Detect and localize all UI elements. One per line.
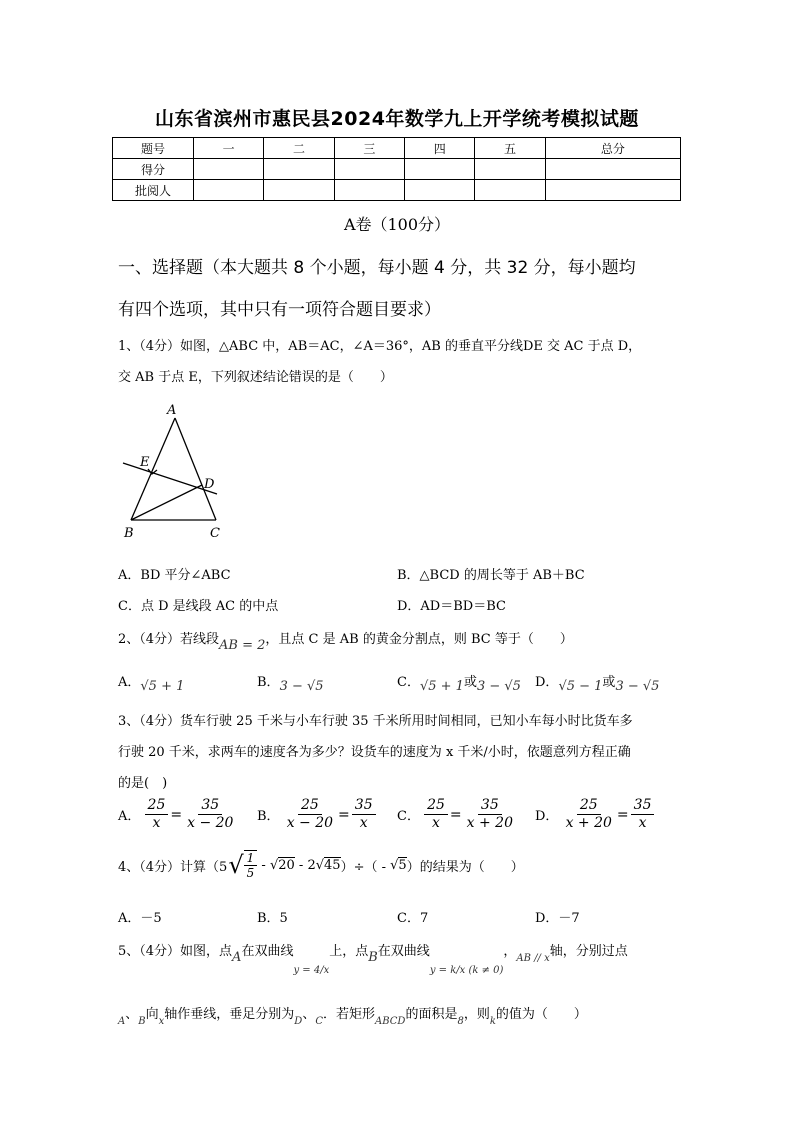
fraction	[184, 797, 236, 832]
q2-option-d-or: 或	[602, 675, 616, 690]
option-label: B．	[257, 675, 280, 690]
q4-option-a[interactable]: A．－5	[118, 911, 162, 926]
q5-text: 的值为（ ）	[495, 1007, 587, 1022]
q5-text: 的面积是	[405, 1007, 458, 1022]
q5-point-a: A	[118, 1016, 126, 1027]
table-cell: 一	[194, 138, 264, 159]
numerator: 25	[145, 797, 169, 815]
score-cell	[264, 159, 334, 180]
score-table-header-row	[113, 138, 681, 159]
score-cell	[405, 180, 475, 201]
q5-text: 向	[145, 1007, 159, 1022]
q5-rectangle: ABCD	[375, 1016, 406, 1027]
q4-minus1: -	[257, 857, 270, 873]
option-label: D．	[535, 809, 559, 824]
option-label: B．	[257, 809, 280, 824]
q2-prefix: 2、（4分）若线段	[118, 632, 220, 647]
sqrt-20	[270, 858, 295, 873]
q5-k: k	[489, 1016, 496, 1027]
q5-text: 上，点	[329, 944, 369, 959]
denominator: x + 20	[466, 815, 513, 831]
equals-sign: =	[616, 806, 629, 823]
q5-area: 8	[457, 1016, 464, 1027]
radicand: 45	[324, 857, 341, 873]
numerator: 35	[631, 797, 655, 815]
numerator: 25	[298, 797, 322, 815]
table-cell: 二	[264, 138, 334, 159]
numerator: 1	[244, 851, 258, 866]
q3-option-b[interactable]	[257, 797, 376, 832]
fraction	[424, 797, 448, 832]
equals-sign: =	[449, 806, 462, 823]
q2-option-b[interactable]	[257, 671, 324, 694]
q5-line2	[118, 1003, 587, 1027]
table-cell: 四	[405, 138, 475, 159]
denominator: x + 20	[565, 815, 612, 831]
radical-sign: √	[390, 857, 399, 873]
table-row	[113, 180, 681, 201]
score-table	[112, 137, 681, 201]
q2-expr: AB = 2	[219, 638, 266, 653]
q5-text: ，	[503, 944, 517, 959]
q4-minus2: - 2	[294, 857, 316, 873]
fraction	[352, 797, 376, 832]
q4-option-b[interactable]: B．5	[257, 911, 288, 926]
q2-option-a[interactable]	[118, 671, 185, 694]
q4-suffix: ）的结果为（ ）	[406, 859, 524, 875]
q5-text: 、	[302, 1007, 316, 1022]
fraction	[563, 797, 615, 832]
radical-sign: √	[269, 857, 279, 873]
score-cell	[545, 159, 680, 180]
q1-triangle-figure	[115, 398, 230, 548]
q5-point-c: C	[315, 1016, 323, 1027]
q5-point-d: D	[294, 1016, 303, 1027]
q5-parallel: AB // x	[516, 953, 550, 964]
q1-option-d[interactable]: D．AD＝BD＝BC	[397, 599, 506, 614]
denominator: x − 20	[187, 815, 234, 831]
q2-stem	[118, 628, 573, 653]
equals-sign: =	[338, 806, 350, 823]
fraction	[631, 797, 655, 832]
page-title: 山东省滨州市惠民县2024年数学九上开学统考模拟试题	[155, 108, 639, 130]
q2-option-a-expr: √5 + 1	[140, 679, 185, 694]
q2-option-c[interactable]	[397, 671, 521, 694]
score-cell	[475, 159, 545, 180]
section-heading-line1: 一、选择题（本大题共 8 个小题，每小题 4 分，共 32 分，每小题均	[118, 258, 636, 278]
q5-text: 轴，分别过点	[549, 944, 628, 959]
label-b: B	[124, 526, 134, 541]
option-label: A．	[118, 809, 141, 824]
radical-sign: √	[228, 851, 244, 879]
radicand: 5	[398, 857, 407, 873]
table-cell: 总分	[545, 138, 680, 159]
score-cell	[264, 180, 334, 201]
q5-axis-x: x	[158, 1016, 165, 1027]
sqrt-45	[316, 858, 341, 873]
table-row	[113, 159, 681, 180]
table-cell: 题号	[113, 138, 194, 159]
q1-line1: 1、（4分）如图，△ABC 中，AB＝AC，∠A＝36°，AB 的垂直平分线DE 交 AC 于点 D，	[118, 339, 642, 354]
option-label: D．	[535, 675, 559, 690]
q2-option-c-expr2: 3 − √5	[476, 679, 521, 694]
perpendicular-bisector-de	[123, 463, 217, 494]
q5-point-b: B	[138, 1016, 146, 1027]
q3-line2: 行驶 20 千米，求两车的速度各为多少？设货车的速度为 x 千米/小时，依题意列方程正确	[118, 745, 631, 760]
q2-option-b-expr: 3 − √5	[279, 679, 324, 694]
radical-sign: √	[315, 857, 325, 873]
section-heading-line2: 有四个选项，其中只有一项符合题目要求）	[118, 300, 441, 320]
q5-text: 轴作垂线，垂足分别为	[164, 1007, 295, 1022]
q1-option-b[interactable]: B．△BCD 的周长等于 AB＋BC	[397, 568, 585, 583]
sqrt-one-fifth	[228, 850, 257, 880]
q5-text: 、	[125, 1007, 139, 1022]
q3-line1: 3、（4分）货车行驶 25 千米与小车行驶 35 千米所用时间相同，已知小车每小时比货车多	[118, 714, 633, 729]
q4-option-c[interactable]: C．7	[397, 911, 429, 926]
denominator: x	[638, 815, 647, 831]
q1-line2: 交 AB 于点 E，下列叙述结论错误的是（ ）	[118, 370, 393, 385]
q3-option-a[interactable]	[118, 797, 236, 832]
score-cell	[334, 180, 404, 201]
segment-ac	[175, 418, 216, 520]
q5-point-a: A	[232, 950, 242, 965]
denominator: x	[152, 815, 161, 831]
q2-option-c-or: 或	[463, 675, 477, 690]
q2-option-d-expr2: 3 − √5	[615, 679, 660, 694]
q5-text: ．若矩形	[322, 1007, 375, 1022]
score-cell	[545, 180, 680, 201]
numerator: 25	[577, 797, 601, 815]
table-cell: 五	[475, 138, 545, 159]
denominator: x − 20	[286, 815, 334, 831]
equals-sign: =	[170, 806, 183, 823]
q4-prefix: 4、（4分）计算（5	[118, 859, 228, 875]
label-c: C	[210, 526, 220, 541]
segment-bd	[131, 485, 202, 520]
q3-line3: 的是( )	[118, 776, 168, 791]
denominator: x	[359, 815, 368, 831]
fraction	[464, 797, 516, 832]
q5-curve-1: y = 4/x	[293, 965, 330, 976]
q3-option-d[interactable]	[535, 797, 654, 832]
numerator: 35	[198, 797, 222, 815]
numerator: 35	[478, 797, 502, 815]
q4-stem	[118, 850, 524, 880]
q4-option-d[interactable]: D．－7	[535, 911, 580, 926]
q5-text: 在双曲线	[241, 944, 294, 959]
table-cell: 批阅人	[113, 180, 194, 201]
radicand: 20	[278, 857, 295, 873]
q5-point-b: B	[368, 950, 378, 965]
q2-suffix: ，且点 C 是 AB 的黄金分割点，则 BC 等于（ ）	[265, 632, 573, 647]
label-e: E	[140, 455, 150, 470]
section-juan: A卷（100分）	[343, 215, 451, 234]
numerator: 35	[352, 797, 376, 815]
fraction	[284, 797, 336, 832]
score-cell	[405, 159, 475, 180]
score-cell	[194, 159, 264, 180]
denominator: x	[432, 815, 440, 831]
label-d: D	[204, 477, 215, 492]
table-cell: 得分	[113, 159, 194, 180]
table-cell: 三	[334, 138, 404, 159]
q5-text: 在双曲线	[377, 944, 430, 959]
numerator: 25	[424, 797, 448, 815]
q3-option-c[interactable]	[397, 797, 516, 832]
option-label: C．	[397, 675, 420, 690]
q2-option-d[interactable]	[535, 671, 660, 694]
fraction	[145, 797, 169, 832]
q1-option-a[interactable]: A．BD 平分∠ABC	[118, 568, 231, 583]
sqrt-5	[390, 858, 407, 873]
option-label: C．	[397, 809, 420, 824]
q5-text: 5、（4分）如图，点	[118, 944, 233, 959]
option-label: A．	[118, 675, 141, 690]
segment-ab	[131, 418, 175, 520]
score-cell	[194, 180, 264, 201]
q2-option-c-expr1: √5 + 1	[419, 679, 464, 694]
q2-option-d-expr1: √5 − 1	[558, 679, 603, 694]
q5-text: ，则	[463, 1007, 490, 1022]
q4-mid: ）÷（ -	[340, 859, 391, 875]
q5-curve-2: y = k/x (k ≠ 0)	[429, 965, 504, 976]
q1-option-c[interactable]: C．点 D 是线段 AC 的中点	[118, 599, 279, 614]
score-cell	[334, 159, 404, 180]
label-a: A	[167, 403, 177, 418]
denominator: 5	[246, 866, 255, 880]
fraction	[244, 850, 258, 880]
score-cell	[475, 180, 545, 201]
